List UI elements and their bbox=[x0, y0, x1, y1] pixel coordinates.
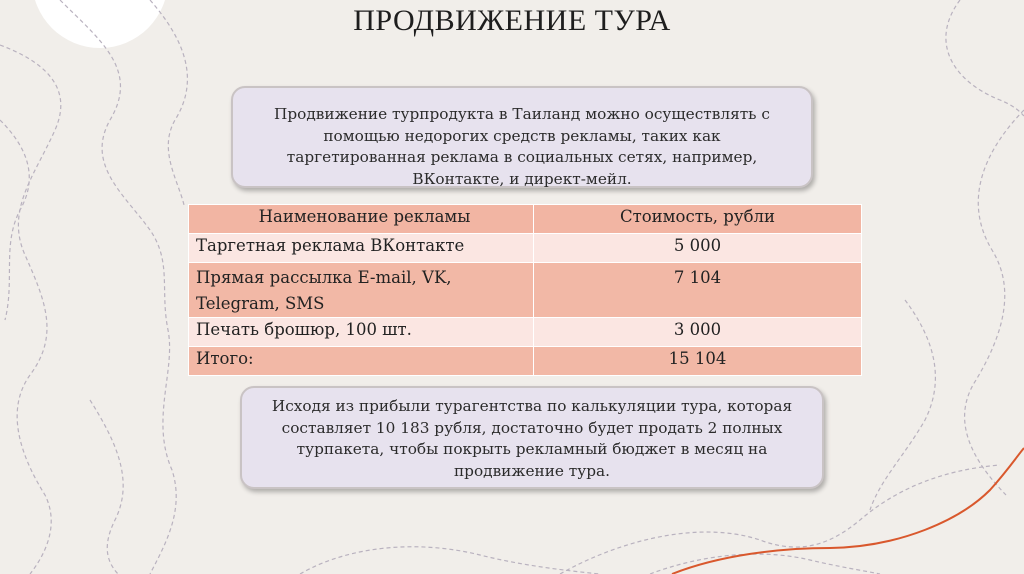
contour-line-left-3 bbox=[60, 0, 176, 574]
ad-name-cell: Печать брошюр, 100 шт. bbox=[189, 318, 534, 347]
advertising-cost-table bbox=[188, 204, 862, 376]
header-ad-name: Наименование рекламы bbox=[189, 205, 534, 234]
conclusion-text-box bbox=[240, 386, 824, 489]
table-row bbox=[189, 263, 862, 318]
ad-name-cell: Таргетная реклама ВКонтакте bbox=[189, 234, 534, 263]
cost-cell: 7 104 bbox=[534, 263, 862, 318]
ad-name-cell: Прямая рассылка E-mail, VK, Telegram, SMS bbox=[189, 263, 534, 318]
contour-line-left-2 bbox=[0, 120, 29, 320]
total-label-cell: Итого: bbox=[189, 347, 534, 376]
intro-text: Продвижение турпродукта в Таиланд можно осуществлять с помощью недорогих средств рекламы, таких как таргетированная реклама в социальных сетях, например, ВКонтакте, и директ-мейл. bbox=[274, 105, 770, 188]
intro-text-box bbox=[231, 86, 813, 188]
conclusion-text: Исходя из прибыли турагентства по калькуляции тура, которая составляет 10 183 рубля, достаточно будет продать 2 полных турпакета, чтобы покрыть рекламный бюджет в месяц на продвижение тура. bbox=[271, 397, 793, 480]
contour-line-bottom-1 bbox=[300, 547, 600, 574]
cost-cell: 3 000 bbox=[534, 318, 862, 347]
cost-cell: 5 000 bbox=[534, 234, 862, 263]
header-cost: Стоимость, рубли bbox=[534, 205, 862, 234]
contour-line-left-5 bbox=[90, 400, 123, 574]
total-cost-cell: 15 104 bbox=[534, 347, 862, 376]
contour-line-right-1 bbox=[965, 110, 1024, 495]
contour-line-bottom-3 bbox=[650, 554, 880, 574]
contour-line-right-3 bbox=[870, 300, 935, 510]
table-row bbox=[189, 318, 862, 347]
table-header-row bbox=[189, 205, 862, 234]
table-total-row bbox=[189, 347, 862, 376]
page-title: ПРОДВИЖЕНИЕ ТУРА bbox=[353, 4, 671, 37]
table-row bbox=[189, 234, 862, 263]
contour-line-left-1 bbox=[0, 45, 61, 574]
